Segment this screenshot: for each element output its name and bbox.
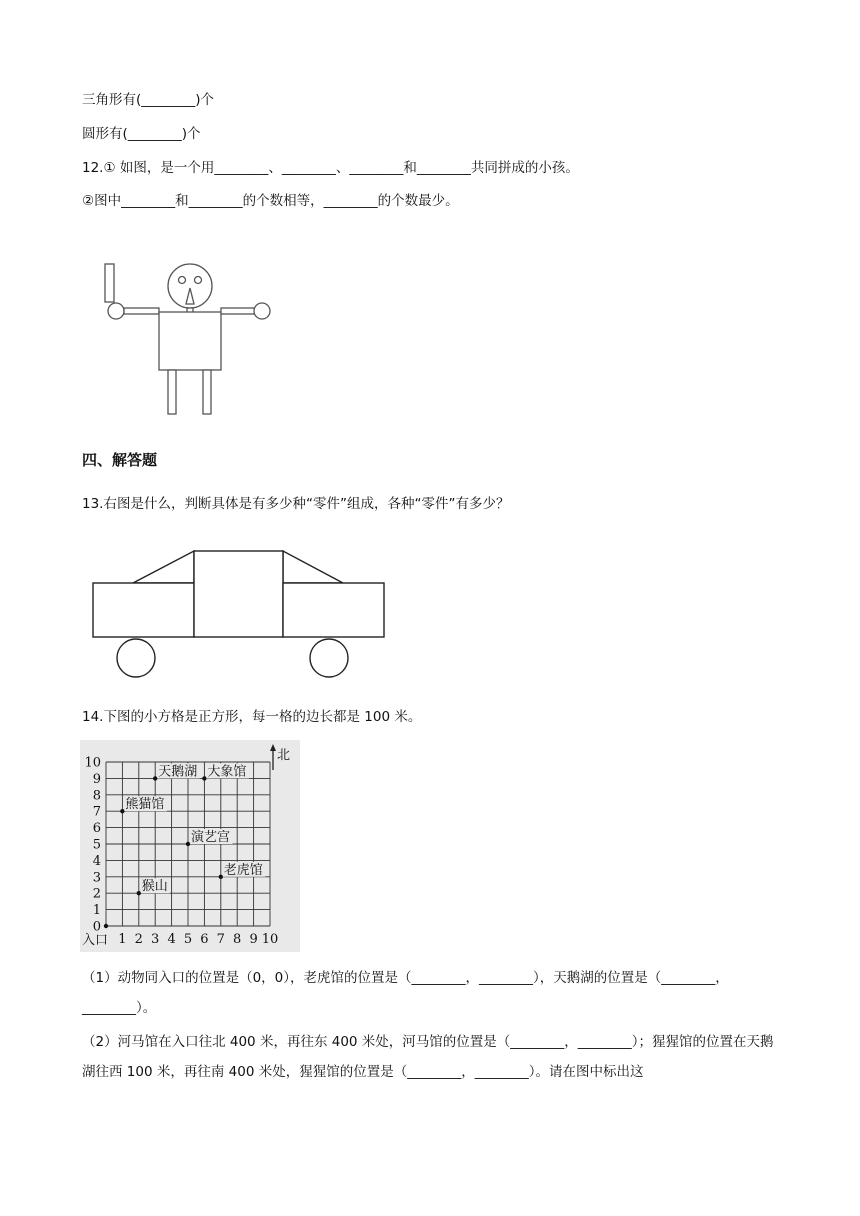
- raised-arm-rectangle: [105, 264, 114, 302]
- question-12-part-1: 12.① 如图，是一个用________、________、________和________共同拼成的小孩。: [82, 160, 579, 176]
- place-label: 老虎馆: [223, 862, 263, 878]
- x-tick-label: 5: [183, 932, 193, 947]
- x-tick-label: 9: [249, 932, 258, 947]
- y-tick-label: 6: [92, 821, 101, 837]
- left-arm-rectangle: [124, 308, 159, 314]
- y-tick-label: 4: [92, 853, 101, 869]
- question-12-part-2: ②图中________和________的个数相等，________的个数最少。: [82, 193, 459, 209]
- circle-count-line: 圆形有(________)个: [82, 126, 201, 142]
- triangle-count-line: 三角形有(________)个: [82, 92, 215, 108]
- rear-wheel-circle: [310, 639, 348, 677]
- y-tick-label: 0: [92, 919, 101, 935]
- place-point: [120, 809, 124, 813]
- car-shapes-figure: [88, 548, 388, 682]
- front-rectangle: [93, 583, 194, 637]
- right-hand-circle: [254, 303, 270, 319]
- section-heading: 四、解答题: [82, 451, 158, 469]
- y-tick-label: 5: [92, 837, 101, 853]
- x-tick-label: 8: [233, 932, 242, 947]
- rear-rectangle: [283, 583, 384, 637]
- question-14-part-2: （2）河马馆在入口往北 400 米，再往东 400 米处，河马馆的位置是（________，________）；猩猩馆的位置在天鹅湖往西 100 米，再往南 400 米处，猩猩馆的位置是（________，________）。请在图中标出这: [82, 1034, 774, 1080]
- left-eye-circle: [179, 277, 186, 284]
- y-tick-label: 2: [92, 886, 101, 902]
- place-point: [219, 875, 223, 879]
- place-label: 天鹅湖: [158, 764, 198, 780]
- place-label: 大象馆: [207, 764, 247, 780]
- place-label: 熊猫馆: [125, 797, 165, 813]
- right-leg-rectangle: [203, 370, 211, 414]
- left-hand-circle: [108, 303, 124, 319]
- child-shapes-figure: [100, 258, 280, 420]
- origin-label: 入口: [82, 933, 109, 948]
- x-tick-label: 7: [216, 932, 225, 947]
- place-label: 演艺宫: [191, 830, 231, 845]
- front-wheel-circle: [117, 639, 155, 677]
- right-arm-rectangle: [221, 308, 255, 314]
- x-tick-label: 2: [134, 932, 143, 947]
- y-tick-label: 3: [92, 870, 101, 886]
- right-eye-circle: [195, 277, 202, 284]
- x-tick-label: 4: [167, 932, 176, 947]
- north-label: 北: [277, 748, 291, 763]
- place-point: [186, 842, 190, 846]
- y-tick-label: 8: [92, 788, 101, 804]
- place-point: [137, 891, 141, 895]
- x-tick-label: 6: [200, 932, 209, 947]
- left-leg-rectangle: [168, 370, 176, 414]
- place-label: 猴山: [141, 879, 168, 895]
- place-point: [202, 776, 206, 780]
- right-window-triangle: [283, 551, 343, 583]
- y-tick-label: 1: [92, 903, 101, 919]
- y-tick-label: 10: [84, 755, 101, 771]
- y-tick-label: 7: [92, 804, 101, 820]
- body-square: [159, 312, 221, 370]
- question-14: 14.下图的小方格是正方形，每一格的边长都是 100 米。: [82, 709, 422, 725]
- question-14-part-1: （1）动物同入口的位置是（0，0），老虎馆的位置是（________，________），天鹅湖的位置是（________，________）。: [82, 970, 729, 1016]
- x-tick-label: 1: [118, 932, 127, 947]
- middle-square: [194, 551, 283, 637]
- zoo-grid-map: [80, 740, 300, 952]
- place-point: [153, 776, 157, 780]
- x-tick-label: 3: [151, 932, 160, 947]
- x-tick-label: 10: [261, 932, 279, 947]
- y-tick-label: 9: [92, 771, 101, 787]
- question-13: 13.右图是什么，判断具体是有多少种“零件”组成，各种“零件”有多少？: [82, 496, 510, 512]
- origin-point: [104, 924, 108, 928]
- left-window-triangle: [133, 551, 194, 583]
- north-arrow: [270, 744, 290, 770]
